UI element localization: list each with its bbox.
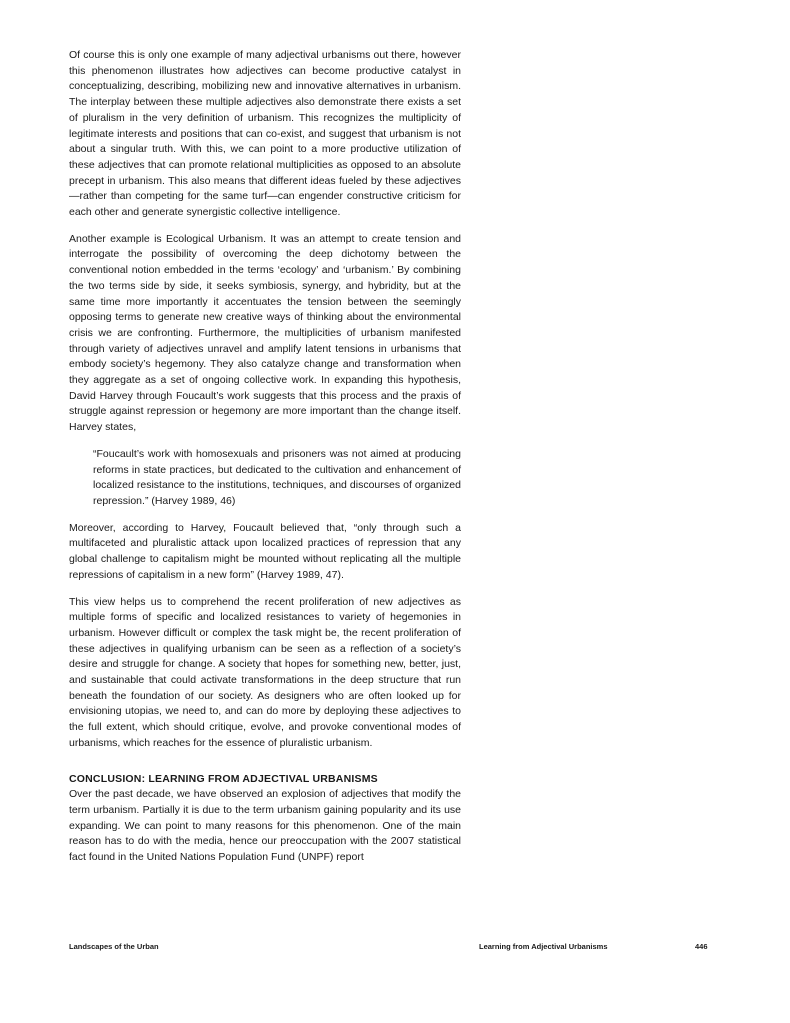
footer-chapter-title: Learning from Adjectival Urbanisms [479,942,608,951]
paragraph-1: Of course this is only one example of many adjectival urbanisms out there, however this phenomenon illustrates how adjectives can become productive catalyst in conceptualizing, describing, mobilizing new and innovative alternatives in urbanism. The interplay between these multiple adjectives also demonstrate there exists a set of pluralism in the very definition of urbanism. This recognizes the multiplicity of legitimate interests and positions that can co-exist, and suggest that urbanism is not about a singular truth. With this, we can point to a more productive utilization of these adjectives that can promote relational multiplicities as opposed to an absolute precept in urbanism. This also means that different ideas fueled by these adjectives—rather than competing for the same turf—can engender constructive criticism for each other and generate synergistic collective intelligence. [69,49,461,219]
paragraph-2: Another example is Ecological Urbanism. It was an attempt to create tension and interrogate the possibility of overcoming the deep dichotomy between the conventional notion embedded in the terms ‘ecology’ and ‘urbanism.’ By combining the two terms side by side, it seeks symbiosis, synergy, and hybridity, but at the same time more importantly it accentuates the tension between the seemingly opposing terms to generate new creative ways of thinking about the environmental crisis we are confronting. Furthermore, the multiplicities of urbanism manifested through variety of adjectives unravel and amplify latent tensions in urbanisms that embody society’s hegemony. They also catalyze change and transformation when they aggregate as a set of ongoing collective work. In expanding this hypothesis, David Harvey through Foucault’s work suggests that this process and the praxis of struggle against repression or hegemony are more important than the change itself. Harvey states, [69,232,461,434]
paragraph-5: Over the past decade, we have observed an explosion of adjectives that modify the term urbanism. Partially it is due to the term urbanism gaining popularity and its use expanding. We can point to many reasons for this phenomenon. One of the main reason has to do with the media, hence our preoccupation with the 2007 statistical fact found in the United Nations Population Fund (UNPF) report [69,788,461,864]
block-quote: “Foucault’s work with homosexuals and prisoners was not aimed at producing reforms in state practices, but dedicated to the cultivation and enhancement of localized resistance to the institutions, techniques, and discourses of organized repression.” (Harvey 1989, 46) [93,447,461,507]
page-number: 446 [695,942,708,951]
page-footer [0,942,790,956]
paragraph-3: Moreover, according to Harvey, Foucault believed that, “only through such a multifaceted and pluralistic attack upon localized practices of repression that any global challenge to capitalism might be mounted without replicating all the multiple repressions of capitalism in a new form” (Harvey 1989, 47). [69,521,461,581]
section-heading: CONCLUSION: LEARNING FROM ADJECTIVAL URBANISMS [69,772,378,785]
main-text-column [69,48,461,877]
paragraph-4: This view helps us to comprehend the recent proliferation of new adjectives as multiple forms of specific and localized resistances to variety of hegemonies in urbanism. However difficult or complex the task might be, the recent proliferation of these adjectives in qualifying urbanism can be seen as a reflection of a society’s desire and struggle for change. A society that hopes for something new, better, just, and sustainable that could activate transformations in the deep structure that run beneath the foundation of our society. As designers who are often looked up for envisioning utopias, we need to, and can do more by deploying these adjectives to the full extent, which should critique, evolve, and provoke conventional modes of urbanisms, which reaches for the essence of pluralistic urbanism. [69,595,461,749]
footer-book-title: Landscapes of the Urban [69,942,159,951]
